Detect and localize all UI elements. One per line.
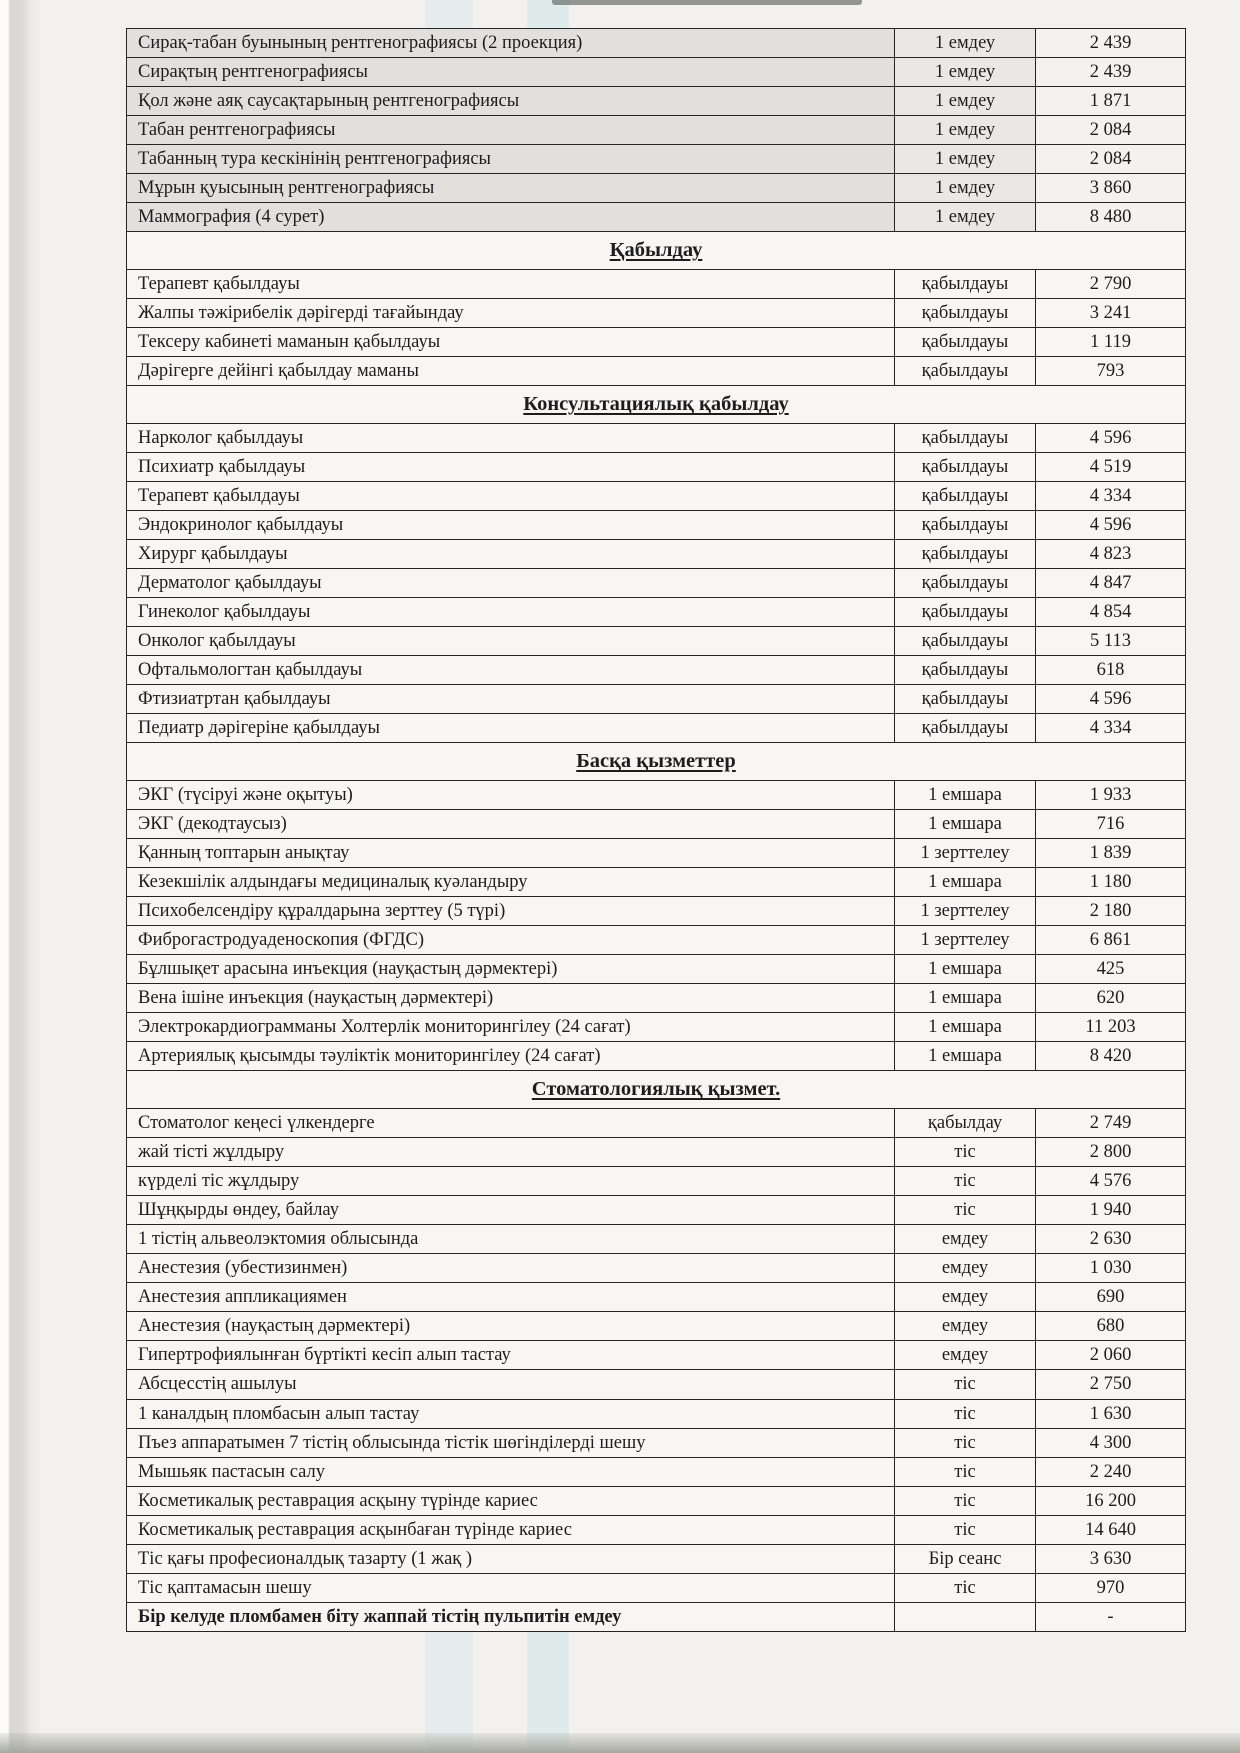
table-row (127, 203, 1186, 232)
service-unit: 1 емшара (895, 780, 1036, 809)
service-unit: Бір сеанс (895, 1544, 1036, 1573)
service-unit: 1 емдеу (895, 58, 1036, 87)
table-row (127, 1013, 1186, 1042)
service-name: Психобелсендіру құралдарына зерттеу (5 түрі) (127, 897, 895, 926)
service-name: Сирақтың рентгенографиясы (127, 58, 895, 87)
service-price: 1 180 (1036, 868, 1186, 897)
table-row (127, 510, 1186, 539)
service-name: Анестезия (убестизинмен) (127, 1254, 895, 1283)
service-name: Дерматолог қабылдауы (127, 569, 895, 598)
table-row (127, 1602, 1186, 1631)
table-row (127, 299, 1186, 328)
table-row (127, 1341, 1186, 1370)
service-name: Педиатр дәрігеріне қабылдауы (127, 714, 895, 743)
service-name: Стоматолог кеңесі үлкендерге (127, 1109, 895, 1138)
service-price: 1 630 (1036, 1399, 1186, 1428)
service-price: 2 084 (1036, 145, 1186, 174)
service-price: 3 241 (1036, 299, 1186, 328)
service-price: 16 200 (1036, 1486, 1186, 1515)
service-price: 4 823 (1036, 539, 1186, 568)
table-row (127, 569, 1186, 598)
service-price: 425 (1036, 955, 1186, 984)
table-row (127, 955, 1186, 984)
table-row (127, 868, 1186, 897)
service-name: Шұңқырды өндеу, байлау (127, 1196, 895, 1225)
service-name: 1 каналдың пломбасын алып тастау (127, 1399, 895, 1428)
service-name: Анестезия (науқастың дәрмектері) (127, 1312, 895, 1341)
service-name: Қол және аяқ саусақтарының рентгенографиясы (127, 87, 895, 116)
service-name: Табанның тура кескінінің рентгенографиясы (127, 145, 895, 174)
service-price: 4 596 (1036, 423, 1186, 452)
service-price: 618 (1036, 656, 1186, 685)
service-unit: қабылдауы (895, 510, 1036, 539)
table-row (127, 627, 1186, 656)
service-unit: 1 емшара (895, 955, 1036, 984)
service-price: 3 630 (1036, 1544, 1186, 1573)
service-name: Гипертрофиялынған бүртікті кесіп алып тастау (127, 1341, 895, 1370)
service-unit: тіс (895, 1167, 1036, 1196)
service-unit: қабылдауы (895, 452, 1036, 481)
service-name: Эндокринолог қабылдауы (127, 510, 895, 539)
table-row (127, 984, 1186, 1013)
service-unit: емдеу (895, 1254, 1036, 1283)
service-name: Косметикалық реставрация асқынбаған түрінде кариес (127, 1515, 895, 1544)
service-price: - (1036, 1602, 1186, 1631)
table-row (127, 1428, 1186, 1457)
service-unit: 1 зерттелеу (895, 926, 1036, 955)
service-price: 4 334 (1036, 481, 1186, 510)
table-row (127, 269, 1186, 298)
scan-left-edge-artifact (0, 0, 42, 1753)
table-row (127, 1370, 1186, 1399)
service-price: 1 119 (1036, 328, 1186, 357)
table-row (127, 1573, 1186, 1602)
service-price: 690 (1036, 1283, 1186, 1312)
service-name: Жалпы тәжірибелік дәрігерді тағайындау (127, 299, 895, 328)
service-price: 716 (1036, 810, 1186, 839)
table-row (127, 1109, 1186, 1138)
service-price: 1 030 (1036, 1254, 1186, 1283)
service-name: Психиатр қабылдауы (127, 452, 895, 481)
price-table (126, 28, 1186, 1632)
service-price: 1 839 (1036, 839, 1186, 868)
service-name: Абсцесстің ашылуы (127, 1370, 895, 1399)
service-price: 4 854 (1036, 598, 1186, 627)
service-price: 4 847 (1036, 569, 1186, 598)
service-unit: қабылдауы (895, 627, 1036, 656)
service-unit: қабылдауы (895, 685, 1036, 714)
table-row (127, 58, 1186, 87)
table-row (127, 145, 1186, 174)
service-name: Табан рентгенографиясы (127, 116, 895, 145)
service-price: 620 (1036, 984, 1186, 1013)
table-row (127, 1167, 1186, 1196)
service-price: 2 800 (1036, 1138, 1186, 1167)
service-price: 14 640 (1036, 1515, 1186, 1544)
service-name: Фиброгастродуаденоскопия (ФГДС) (127, 926, 895, 955)
table-row (127, 598, 1186, 627)
service-name: Вена ішіне инъекция (науқастың дәрмектері) (127, 984, 895, 1013)
service-unit: қабылдауы (895, 656, 1036, 685)
service-unit: тіс (895, 1370, 1036, 1399)
service-unit: 1 емдеу (895, 116, 1036, 145)
service-name: Терапевт қабылдауы (127, 269, 895, 298)
service-name: Мышьяк пастасын салу (127, 1457, 895, 1486)
section-header-row (127, 386, 1186, 424)
section-header-row (127, 232, 1186, 270)
service-unit: тіс (895, 1457, 1036, 1486)
service-price: 1 871 (1036, 87, 1186, 116)
service-price: 2 790 (1036, 269, 1186, 298)
service-price: 2 749 (1036, 1109, 1186, 1138)
service-name: ЭКГ (декодтаусыз) (127, 810, 895, 839)
table-row (127, 1515, 1186, 1544)
service-name: Фтизиатртан қабылдауы (127, 685, 895, 714)
service-name: Онколог қабылдауы (127, 627, 895, 656)
service-price: 970 (1036, 1573, 1186, 1602)
service-unit: 1 емдеу (895, 87, 1036, 116)
service-name: күрделі тіс жұлдыру (127, 1167, 895, 1196)
service-price: 1 933 (1036, 780, 1186, 809)
service-price: 793 (1036, 357, 1186, 386)
table-row (127, 29, 1186, 58)
table-row (127, 685, 1186, 714)
service-unit: тіс (895, 1428, 1036, 1457)
service-name: Терапевт қабылдауы (127, 481, 895, 510)
table-row (127, 1225, 1186, 1254)
service-price: 3 860 (1036, 174, 1186, 203)
scan-bottom-edge-artifact (0, 1733, 1240, 1753)
table-row (127, 452, 1186, 481)
service-name: Кезекшілік алдындағы медициналық куәландыру (127, 868, 895, 897)
service-price: 2 439 (1036, 58, 1186, 87)
service-name: Қанның топтарын анықтау (127, 839, 895, 868)
service-unit: қабылдауы (895, 569, 1036, 598)
service-name: Электрокардиограмманы Холтерлік мониторингілеу (24 сағат) (127, 1013, 895, 1042)
service-unit: 1 емшара (895, 984, 1036, 1013)
service-unit: қабылдауы (895, 598, 1036, 627)
table-row (127, 87, 1186, 116)
table-row (127, 1399, 1186, 1428)
table-row (127, 1254, 1186, 1283)
table-row (127, 1138, 1186, 1167)
table-row (127, 1457, 1186, 1486)
service-unit: қабылдау (895, 1109, 1036, 1138)
service-price: 2 240 (1036, 1457, 1186, 1486)
section-title: Қабылдау (127, 232, 1186, 270)
service-name: Бір келуде пломбамен біту жаппай тістің пульпитін емдеу (127, 1602, 895, 1631)
table-row (127, 656, 1186, 685)
service-name: Гинеколог қабылдауы (127, 598, 895, 627)
service-price: 4 334 (1036, 714, 1186, 743)
service-price: 5 113 (1036, 627, 1186, 656)
section-title: Стоматологиялық қызмет. (127, 1071, 1186, 1109)
service-name: Анестезия аппликациямен (127, 1283, 895, 1312)
service-name: Сирақ-табан буынының рентгенографиясы (2 проекция) (127, 29, 895, 58)
table-row (127, 780, 1186, 809)
table-row (127, 897, 1186, 926)
service-unit: қабылдауы (895, 357, 1036, 386)
service-unit: 1 зерттелеу (895, 897, 1036, 926)
service-unit: қабылдауы (895, 269, 1036, 298)
service-name: 1 тістің альвеолэктомия облысында (127, 1225, 895, 1254)
table-row (127, 1312, 1186, 1341)
service-unit: тіс (895, 1399, 1036, 1428)
service-unit: қабылдауы (895, 299, 1036, 328)
service-name: жай тісті жұлдыру (127, 1138, 895, 1167)
table-row (127, 839, 1186, 868)
service-name: Тіс қағы професионалдық тазарту (1 жақ ) (127, 1544, 895, 1573)
table-row (127, 810, 1186, 839)
service-name: Маммография (4 сурет) (127, 203, 895, 232)
service-price: 8 420 (1036, 1042, 1186, 1071)
service-unit: 1 емдеу (895, 203, 1036, 232)
service-unit: 1 емшара (895, 868, 1036, 897)
service-name: Пъез аппаратымен 7 тістің облысында тістік шөгінділерді шешу (127, 1428, 895, 1457)
table-row (127, 1042, 1186, 1071)
service-name: Нарколог қабылдауы (127, 423, 895, 452)
table-row (127, 328, 1186, 357)
service-price: 4 519 (1036, 452, 1186, 481)
table-row (127, 1196, 1186, 1225)
service-name: Офтальмологтан қабылдауы (127, 656, 895, 685)
scan-top-edge-artifact (552, 0, 862, 5)
service-price: 8 480 (1036, 203, 1186, 232)
service-unit: емдеу (895, 1341, 1036, 1370)
table-row (127, 481, 1186, 510)
service-unit: емдеу (895, 1312, 1036, 1341)
service-unit: тіс (895, 1196, 1036, 1225)
service-price: 2 180 (1036, 897, 1186, 926)
service-unit: 1 емшара (895, 1042, 1036, 1071)
service-unit: емдеу (895, 1283, 1036, 1312)
service-unit (895, 1602, 1036, 1631)
table-row (127, 1544, 1186, 1573)
service-price: 2 630 (1036, 1225, 1186, 1254)
service-unit: 1 емшара (895, 1013, 1036, 1042)
table-row (127, 1283, 1186, 1312)
service-unit: қабылдауы (895, 328, 1036, 357)
service-name: Бұлшықет арасына инъекция (науқастың дәрмектері) (127, 955, 895, 984)
service-name: Мұрын қуысының рентгенографиясы (127, 174, 895, 203)
service-name: Дәрігерге дейінгі қабылдау маманы (127, 357, 895, 386)
service-name: Косметикалық реставрация асқыну түрінде кариес (127, 1486, 895, 1515)
service-price: 2 084 (1036, 116, 1186, 145)
table-row (127, 174, 1186, 203)
service-unit: тіс (895, 1515, 1036, 1544)
service-unit: 1 емдеу (895, 174, 1036, 203)
service-name: Артериялық қысымды тәуліктік мониторингілеу (24 сағат) (127, 1042, 895, 1071)
service-name: Тіс қаптамасын шешу (127, 1573, 895, 1602)
service-price: 4 596 (1036, 685, 1186, 714)
table-row (127, 714, 1186, 743)
service-unit: қабылдауы (895, 481, 1036, 510)
section-header-row (127, 1071, 1186, 1109)
price-table-body (127, 29, 1186, 1632)
service-unit: емдеу (895, 1225, 1036, 1254)
service-price: 680 (1036, 1312, 1186, 1341)
service-price: 6 861 (1036, 926, 1186, 955)
table-row (127, 1486, 1186, 1515)
service-price: 4 300 (1036, 1428, 1186, 1457)
service-unit: 1 емдеу (895, 145, 1036, 174)
service-unit: 1 емдеу (895, 29, 1036, 58)
service-name: Тексеру кабинеті маманын қабылдауы (127, 328, 895, 357)
section-title: Консультациялық қабылдау (127, 386, 1186, 424)
service-unit: 1 зерттелеу (895, 839, 1036, 868)
service-price: 11 203 (1036, 1013, 1186, 1042)
service-name: ЭКГ (түсіруі және оқытуы) (127, 780, 895, 809)
table-row (127, 423, 1186, 452)
service-price: 2 750 (1036, 1370, 1186, 1399)
service-unit: тіс (895, 1573, 1036, 1602)
service-unit: қабылдауы (895, 539, 1036, 568)
service-price: 4 576 (1036, 1167, 1186, 1196)
table-row (127, 539, 1186, 568)
service-name: Хирург қабылдауы (127, 539, 895, 568)
section-header-row (127, 743, 1186, 781)
table-row (127, 926, 1186, 955)
table-row (127, 357, 1186, 386)
service-unit: тіс (895, 1138, 1036, 1167)
service-unit: 1 емшара (895, 810, 1036, 839)
service-unit: қабылдауы (895, 714, 1036, 743)
table-row (127, 116, 1186, 145)
service-unit: тіс (895, 1486, 1036, 1515)
service-price: 2 060 (1036, 1341, 1186, 1370)
service-price: 2 439 (1036, 29, 1186, 58)
service-price: 4 596 (1036, 510, 1186, 539)
service-price: 1 940 (1036, 1196, 1186, 1225)
service-unit: қабылдауы (895, 423, 1036, 452)
section-title: Басқа қызметтер (127, 743, 1186, 781)
